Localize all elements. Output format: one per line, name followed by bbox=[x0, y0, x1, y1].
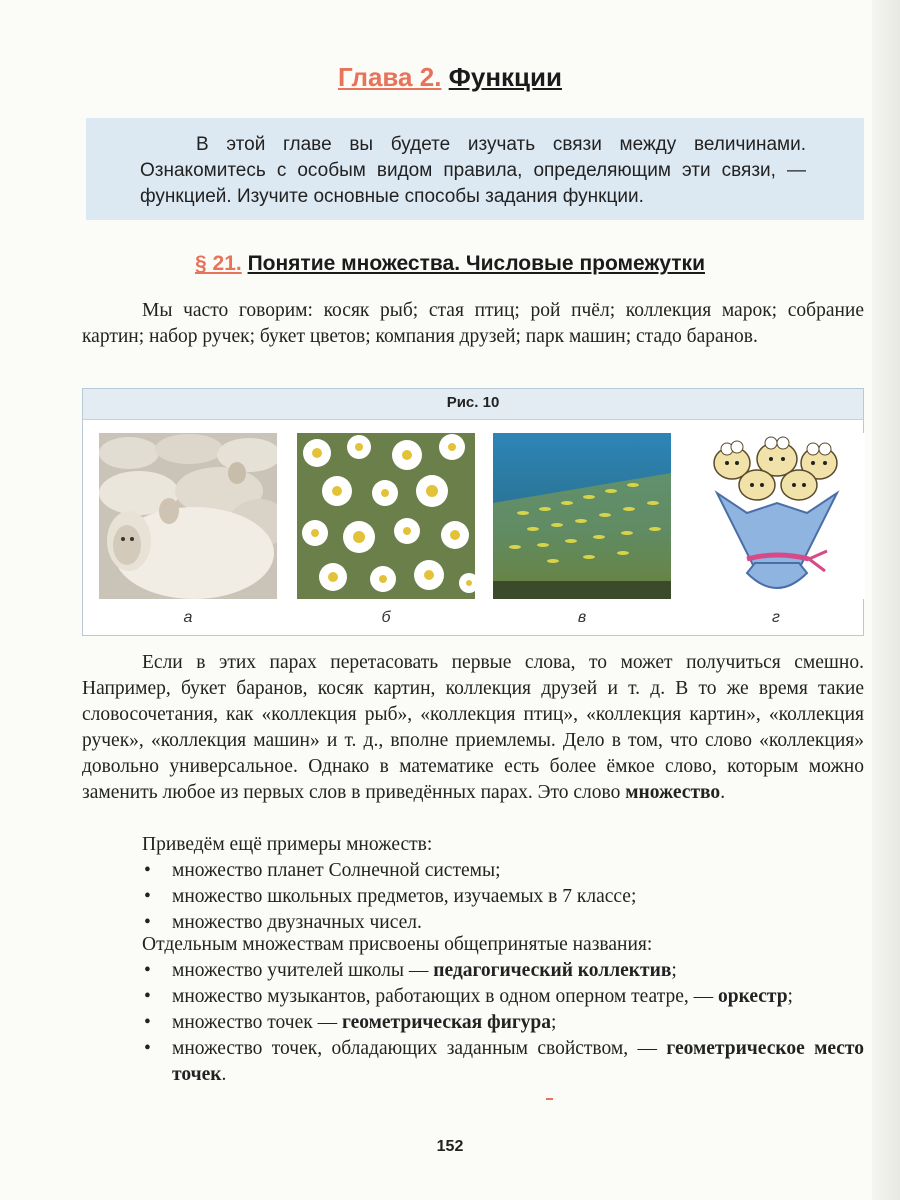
list-item-text: множество школьных предметов, изучаемых в 7 классе; bbox=[172, 886, 637, 907]
list-item-text: множество планет Солнечной системы; bbox=[172, 860, 501, 881]
list-item-end: ; bbox=[787, 986, 793, 1007]
figure-label-a: а bbox=[183, 609, 193, 626]
paragraph-2-block bbox=[82, 650, 864, 806]
list-item-text: множество точек — bbox=[172, 1012, 342, 1033]
term-set: множество bbox=[625, 782, 721, 803]
list-item-text: множество учителей школы — bbox=[172, 960, 434, 981]
chapter-number: Глава 2. bbox=[338, 62, 442, 92]
fish-photo bbox=[493, 433, 671, 599]
paragraph-2-text: Если в этих парах перетасовать первые слова, то может получиться смешно. Например, букет баранов, косяк картин, коллекция друзей и т. д. В то же время такие словосочетания, как «коллекция рыб», «коллекция птиц», «коллекция картин», «коллекция ручек», «коллекция машин» и т. д., вполне приемлемы. Дело в том, что слово «коллекция» довольно универсальное. Однако в математике есть более ёмкое слово, которым можно заменить любое из первых слов в приведённых парах. Это слово bbox=[82, 652, 864, 803]
section-number: § 21. bbox=[195, 252, 242, 275]
figure-label-b: б bbox=[381, 609, 391, 626]
figure-header bbox=[83, 389, 863, 420]
examples-lead: Приведём ещё примеры множеств: bbox=[142, 834, 433, 855]
list-item: • множество школьных предметов, изучаемых в 7 классе; bbox=[144, 886, 637, 907]
sheep-bouquet-illustration bbox=[687, 433, 865, 599]
intro-text-block bbox=[140, 132, 806, 210]
names-list bbox=[82, 932, 864, 1088]
daisies-photo bbox=[297, 433, 475, 599]
intro-paragraph: В этой главе вы будете изучать связи между величинами. Ознакомитесь с особым видом правила, определяющим эти связи, — функцией. Изучите основные способы задания функции. bbox=[140, 134, 806, 207]
figure-caption: Рис. 10 bbox=[446, 394, 500, 411]
paragraph-1-block bbox=[82, 298, 864, 350]
section-title bbox=[0, 252, 900, 276]
list-item-text: множество точек, обладающих заданным свойством, — bbox=[172, 1038, 667, 1059]
list-item: • множество точек — геометрическая фигура; bbox=[144, 1012, 557, 1033]
list-item-term: геометрическая фигура bbox=[341, 1012, 552, 1033]
page-edge bbox=[872, 0, 900, 1200]
list-item: • множество планет Солнечной системы; bbox=[144, 860, 501, 881]
list-item-term: педагогический коллектив bbox=[433, 960, 672, 981]
list-item: • множество точек, обладающих заданным свойством, — геометрическое место точек. bbox=[144, 1038, 865, 1085]
chapter-title bbox=[0, 62, 900, 93]
paragraph-2: Если в этих парах перетасовать первые слова, то может получиться смешно. Например, букет баранов, косяк картин, коллекция друзей и т. д. В то же время такие словосочетания, как «коллекция рыб», «коллекция птиц», «коллекция картин», «коллекция ручек», «коллекция машин» и т. д., вполне приемлемы. Дело в том, что слово «коллекция» довольно универсальное. Однако в математике есть более ёмкое слово, которым можно заменить любое из первых слов в приведённых парах. Это слово множество. bbox=[82, 652, 864, 803]
page-number: 152 bbox=[436, 1138, 464, 1155]
list-item-end: . bbox=[221, 1064, 227, 1085]
figure-label-v: в bbox=[577, 609, 587, 626]
list-item: • множество музыкантов, работающих в одном оперном театре, — оркестр; bbox=[144, 986, 793, 1007]
sheep-photo bbox=[99, 433, 277, 599]
list-item-term: оркестр bbox=[717, 986, 788, 1007]
section-name: Понятие множества. Числовые промежутки bbox=[247, 252, 705, 275]
list-item-text: множество двузначных чисел. bbox=[172, 912, 422, 933]
list-item: • множество двузначных чисел. bbox=[144, 912, 422, 933]
examples-list bbox=[82, 832, 864, 936]
list-item-term: геометрическое место точек bbox=[172, 1038, 865, 1085]
paragraph-1: Мы часто говорим: косяк рыб; стая птиц; рой пчёл; коллекция марок; собрание картин; набор ручек; букет цветов; компания друзей; парк машин; стадо баранов. bbox=[82, 300, 864, 347]
list-item-text: множество музыкантов, работающих в одном оперном театре, — bbox=[172, 986, 718, 1007]
chapter-name: Функции bbox=[448, 62, 562, 92]
names-lead: Отдельным множествам присвоены общепринятые названия: bbox=[142, 934, 653, 955]
orange-mark bbox=[546, 1098, 553, 1100]
list-item: • множество учителей школы — педагогический коллектив; bbox=[144, 960, 677, 981]
list-item-end: ; bbox=[671, 960, 677, 981]
figure-label-g: г bbox=[772, 609, 780, 626]
list-item-end: ; bbox=[551, 1012, 557, 1033]
figure bbox=[82, 388, 864, 636]
